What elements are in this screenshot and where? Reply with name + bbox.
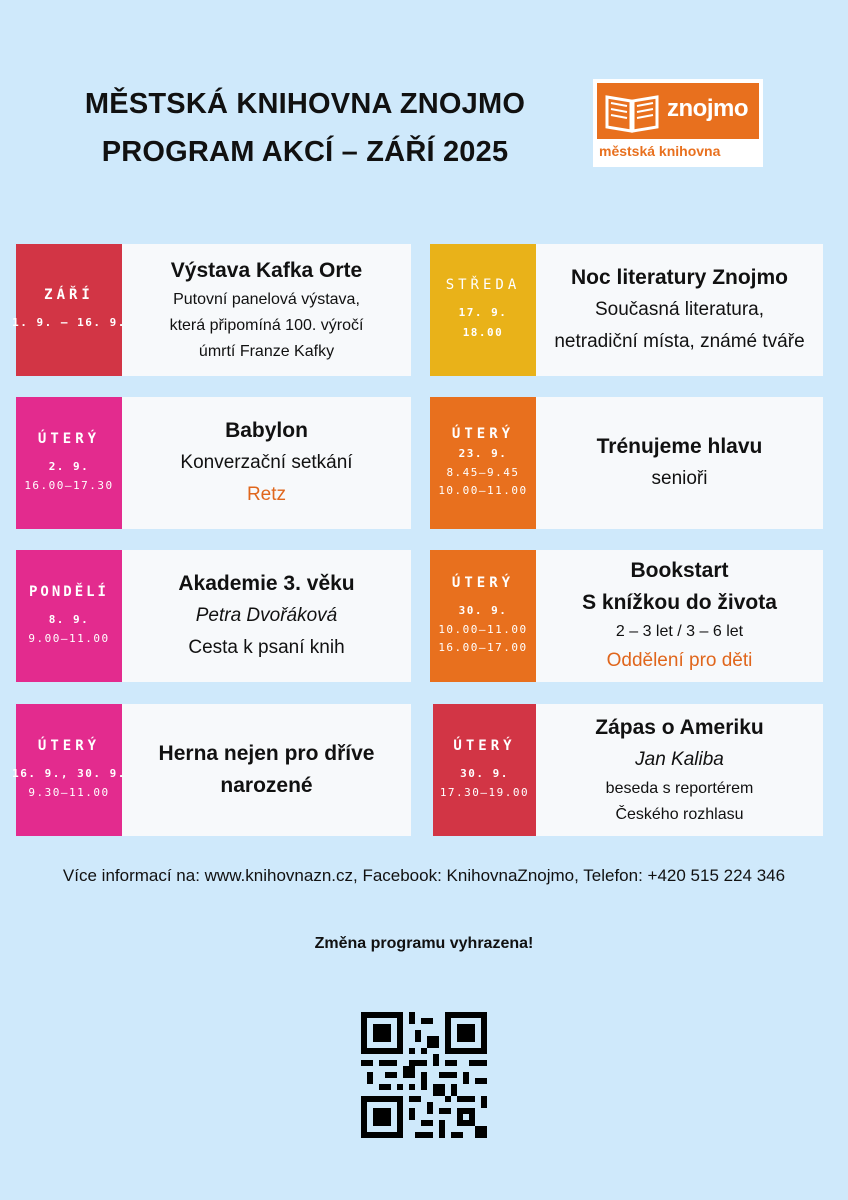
event-body — [536, 244, 823, 376]
event-card-noc-literatury[interactable] — [430, 244, 823, 376]
event-day: ÚTERÝ — [37, 738, 101, 754]
event-date-tag — [16, 397, 122, 529]
event-date: 8. 9. — [48, 613, 90, 626]
event-day: ÚTERÝ — [451, 426, 515, 442]
title-line-2: PROGRAM AKCÍ – ZÁŘÍ 2025 — [101, 136, 509, 168]
event-title: Výstava Kafka Orte — [170, 259, 363, 282]
event-day: ÚTERÝ — [451, 575, 515, 591]
event-title: Trénujeme hlavu — [596, 435, 763, 458]
event-date-tag — [16, 550, 122, 682]
event-text: Českého rozhlasu — [615, 806, 744, 823]
event-text: Konverzační setkání — [180, 452, 353, 473]
event-date: 1. 9. – 16. 9. — [12, 316, 126, 329]
event-card-trenujeme-hlavu[interactable] — [430, 397, 823, 529]
event-subtitle: S knížkou do života — [582, 591, 777, 614]
event-body — [536, 397, 823, 529]
event-date: 30. 9. — [458, 604, 508, 617]
event-date: 23. 9. — [458, 447, 508, 460]
event-date-tag — [12, 704, 126, 836]
event-text: Cesta k psaní knih — [188, 637, 345, 658]
logo-subtitle: městská knihovna — [599, 143, 721, 159]
event-day: ÚTERÝ — [37, 431, 101, 447]
event-text: Současná literatura, — [595, 299, 764, 320]
event-text: netradiční místa, známé tváře — [554, 331, 805, 352]
event-card-bookstart[interactable] — [430, 550, 823, 682]
event-date-tag — [433, 704, 536, 836]
event-time: 10.00–11.00 — [438, 623, 528, 636]
event-date-tag — [430, 244, 536, 376]
event-text: beseda s reportérem — [605, 780, 754, 797]
event-card-babylon[interactable] — [16, 397, 411, 529]
event-body — [536, 550, 823, 682]
logo-badge — [597, 83, 759, 139]
event-time: 10.00–11.00 — [438, 484, 528, 497]
event-title: Herna nejen pro dříve — [158, 742, 375, 765]
event-location: Oddělení pro děti — [606, 650, 753, 671]
event-time: 16.00–17.30 — [24, 479, 114, 492]
event-date-tag — [12, 244, 126, 376]
event-date: 30. 9. — [460, 767, 509, 780]
event-time: 17.30–19.00 — [439, 786, 530, 799]
event-title: Bookstart — [630, 559, 729, 582]
event-card-herna[interactable] — [12, 704, 411, 836]
event-body — [536, 704, 823, 836]
open-book-icon — [603, 91, 661, 133]
event-card-kafka[interactable] — [12, 244, 411, 376]
event-day: PONDĚLÍ — [28, 584, 109, 600]
event-time: 9.30–11.00 — [28, 786, 110, 799]
event-day: ÚTERÝ — [453, 738, 516, 754]
event-time: 16.00–17.00 — [438, 641, 528, 654]
event-date-tag — [430, 550, 536, 682]
event-body — [122, 244, 411, 376]
event-location: Retz — [246, 484, 287, 505]
event-body — [122, 550, 411, 682]
contact-info: Více informací na: www.knihovnazn.cz, Facebook: KnihovnaZnojmo, Telefon: +420 515 224 346 — [62, 866, 786, 885]
event-card-zapas-o-ameriku[interactable] — [433, 704, 823, 836]
event-text: úmrtí Franze Kafky — [198, 343, 335, 360]
event-speaker: Petra Dvořáková — [195, 605, 338, 626]
event-body — [122, 397, 411, 529]
event-date: 16. 9., 30. 9. — [12, 767, 126, 780]
event-text: která připomíná 100. výročí — [169, 317, 364, 334]
event-time: 18.00 — [462, 326, 504, 339]
event-card-akademie[interactable] — [16, 550, 411, 682]
page-title — [40, 80, 570, 176]
event-text: 2 – 3 let / 3 – 6 let — [615, 623, 744, 640]
event-body — [122, 704, 411, 836]
event-day: STŘEDA — [445, 277, 521, 293]
event-title: Babylon — [225, 419, 308, 442]
event-speaker: Jan Kaliba — [635, 749, 724, 770]
event-date: 2. 9. — [48, 460, 90, 473]
qr-code-icon[interactable] — [361, 1012, 487, 1138]
event-text: Putovní panelová výstava, — [173, 291, 360, 308]
event-title: Akademie 3. věku — [178, 572, 355, 595]
title-line-1: MĚSTSKÁ KNIHOVNA ZNOJMO — [84, 88, 526, 120]
logo-word: znojmo — [667, 95, 748, 122]
program-change-notice: Změna programu vyhrazena! — [314, 935, 534, 952]
event-title: Zápas o Ameriku — [595, 716, 764, 739]
event-date-tag — [430, 397, 536, 529]
event-date: 17. 9. — [458, 306, 508, 319]
event-title: Noc literatury Znojmo — [570, 266, 789, 289]
event-day: ZÁŘÍ — [44, 287, 94, 303]
library-logo[interactable] — [593, 79, 763, 167]
event-time: 9.00–11.00 — [28, 632, 110, 645]
event-title-cont: narozené — [220, 774, 313, 797]
event-text: senioři — [651, 468, 708, 489]
event-time: 8.45–9.45 — [446, 466, 520, 479]
